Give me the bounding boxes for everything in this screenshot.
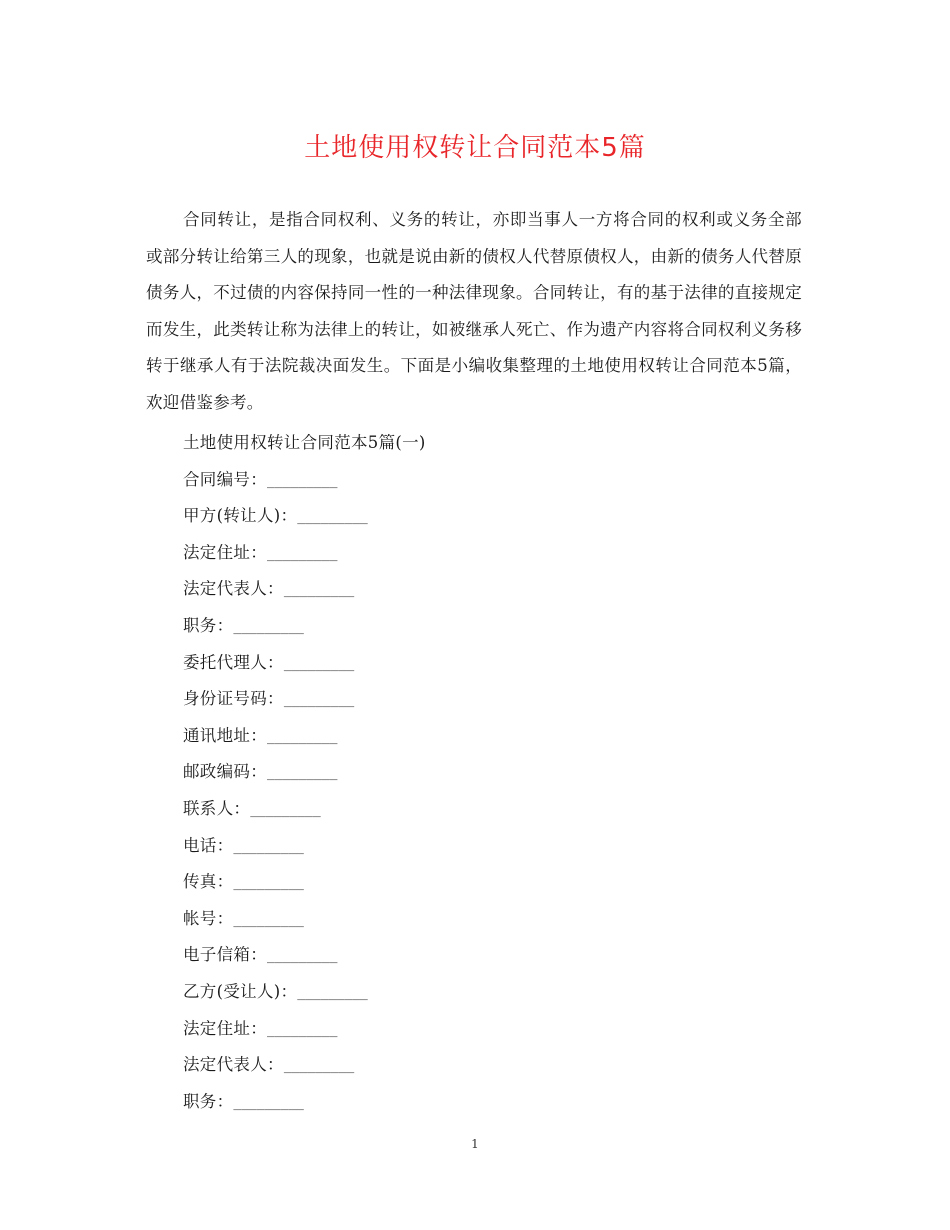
field-party-a: [183, 498, 803, 535]
field-id-number: [183, 681, 803, 718]
field-label: 传真：: [183, 872, 234, 892]
field-legal-address-b: [183, 1011, 803, 1048]
field-label: 法定住址：: [183, 1018, 267, 1038]
field-label: 合同编号：: [183, 469, 267, 489]
field-blank: _________: [267, 949, 338, 965]
field-blank: _________: [283, 1059, 355, 1075]
page-number: 1: [471, 1137, 479, 1151]
field-contact: [183, 791, 803, 828]
field-blank: _________: [233, 1095, 304, 1111]
field-label: 委托代理人：: [183, 652, 284, 672]
field-blank: _________: [250, 802, 321, 818]
field-label: 乙方(受让人)：: [183, 981, 298, 1001]
intro-paragraph: 合同转让，是指合同权利、义务的转让，亦即当事人一方将合同的权利或义务全部或部分转让给第三人的现象，也就是说由新的债权人代替原债权人，由新的债务人代替原债务人，不过债的内容保持同一性的一种法律现象。合同转让，有的基于法律的直接规定而发生，此类转让称为法律上的转让，如被继承人死亡、作为遗产内容将合同权利义务移转于继承人有于法院裁决面发生。下面是小编收集整理的土地使用权转让合同范本5篇，欢迎借鉴参考。: [146, 210, 802, 412]
field-label: 法定住址：: [183, 542, 267, 562]
field-label: 邮政编码：: [183, 762, 267, 782]
field-blank: _________: [267, 729, 338, 745]
field-blank: _________: [297, 510, 368, 526]
field-party-b: [183, 974, 803, 1011]
field-label: 通讯地址：: [183, 725, 267, 745]
field-blank: _________: [283, 656, 355, 672]
field-blank: _________: [233, 876, 304, 892]
field-label: 法定代表人：: [183, 579, 284, 599]
section-heading: [183, 425, 803, 462]
field-legal-rep-b: [183, 1047, 803, 1084]
field-blank: _________: [267, 766, 338, 782]
field-label: 电话：: [183, 835, 234, 855]
field-blank: _________: [233, 912, 304, 928]
field-agent: [183, 645, 803, 682]
field-label: 法定代表人：: [183, 1055, 284, 1075]
field-position-a: [183, 608, 803, 645]
field-blank: _________: [267, 546, 338, 562]
field-label: 帐号：: [183, 908, 234, 928]
document-title: 土地使用权转让合同范本5篇: [304, 133, 646, 163]
field-blank: _________: [283, 693, 355, 709]
field-blank: _________: [283, 583, 355, 599]
field-label: 电子信箱：: [183, 945, 267, 965]
field-label: 职务：: [183, 1091, 234, 1111]
contract-fields: [183, 425, 803, 1120]
field-label: 身份证号码：: [183, 689, 284, 709]
field-label: 职务：: [183, 615, 234, 635]
field-position-b: [183, 1084, 803, 1121]
field-account: [183, 901, 803, 938]
field-blank: _________: [267, 1022, 338, 1038]
field-legal-address-a: [183, 535, 803, 572]
field-blank: _________: [297, 985, 368, 1001]
field-postal-code: [183, 754, 803, 791]
field-contract-number: [183, 462, 803, 499]
field-legal-rep-a: [183, 571, 803, 608]
field-mailing-address: [183, 718, 803, 755]
field-label: 联系人：: [183, 798, 251, 818]
field-blank: _________: [267, 473, 338, 489]
field-fax: [183, 864, 803, 901]
field-blank: _________: [233, 839, 304, 855]
section-heading-label: 土地使用权转让合同范本5篇(一): [183, 433, 426, 452]
field-label: 甲方(转让人)：: [183, 506, 298, 526]
field-phone: [183, 828, 803, 865]
field-blank: _________: [233, 619, 304, 635]
field-email: [183, 937, 803, 974]
